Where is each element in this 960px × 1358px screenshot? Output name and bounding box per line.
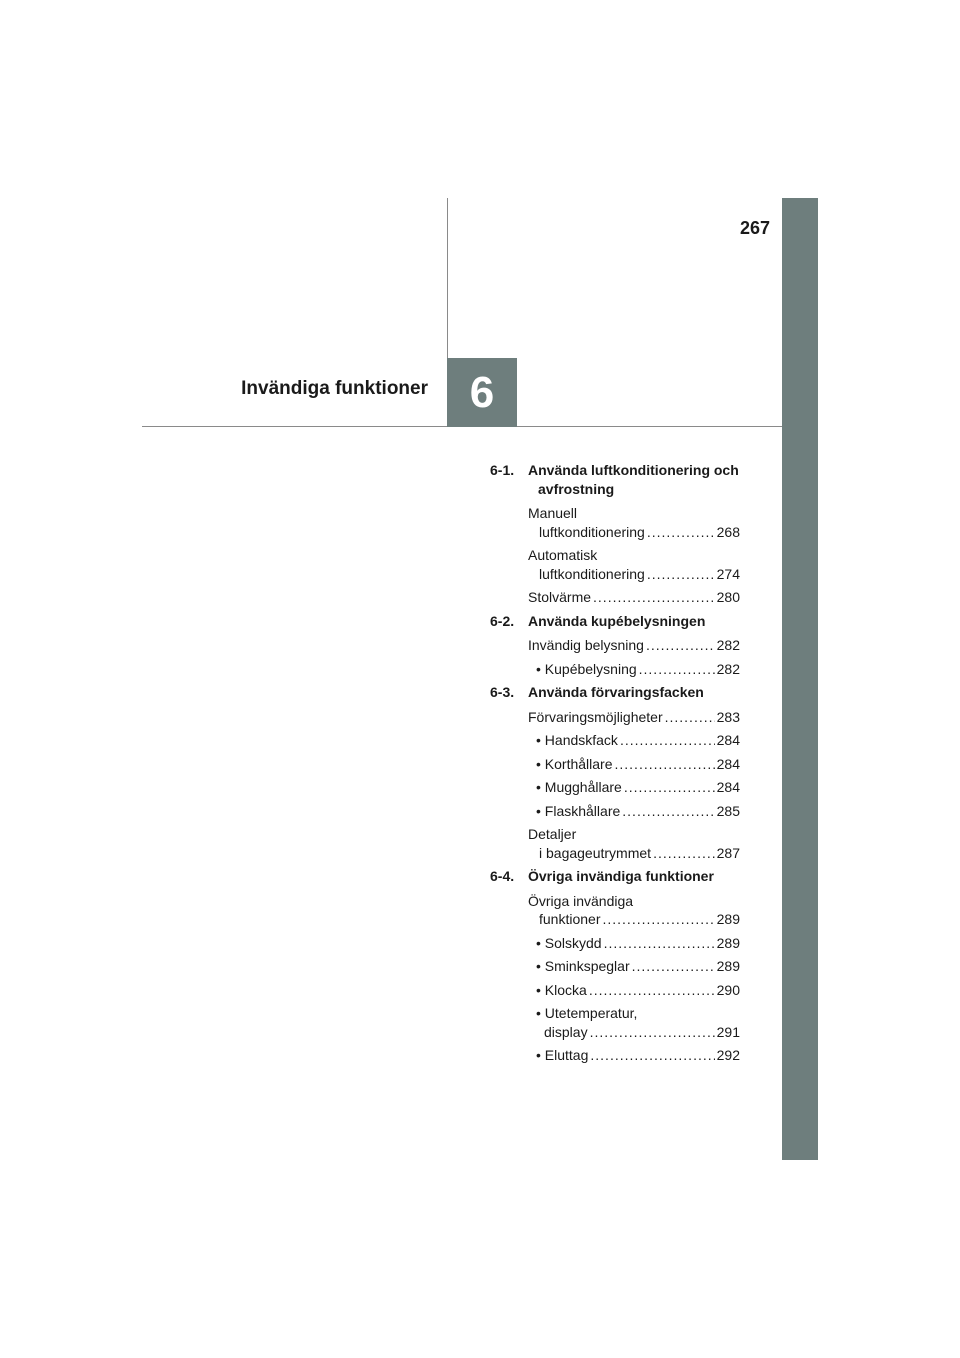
dot-leader — [647, 565, 715, 584]
entry-title: • Solskydd — [536, 934, 602, 951]
toc-entry[interactable] — [536, 1046, 740, 1065]
section-title: Övriga invändiga funktioner — [528, 868, 714, 884]
entry-title: • Klocka — [536, 981, 587, 998]
dot-leader — [620, 731, 715, 750]
dot-leader — [590, 1046, 714, 1065]
toc-section-heading[interactable] — [490, 683, 740, 702]
entry-page-number: 287 — [716, 844, 740, 861]
entry-title: display — [544, 1023, 588, 1040]
entry-page-number: 284 — [716, 779, 740, 795]
entry-title-line: Automatisk — [528, 547, 598, 563]
dot-leader — [665, 708, 715, 727]
entry-title: • Korthållare — [536, 755, 613, 772]
entry-title: i bagageutrymmet — [539, 844, 652, 861]
toc-entry[interactable] — [528, 588, 740, 607]
dot-leader — [653, 844, 715, 863]
entry-title: • Kupébelysning — [536, 660, 637, 677]
entry-page-number: 289 — [716, 958, 740, 974]
dot-leader — [590, 1023, 715, 1042]
entry-title: luftkonditionering — [539, 523, 645, 540]
entry-page-number: 292 — [716, 1047, 740, 1063]
dot-leader — [593, 588, 715, 607]
chapter-title: Invändiga funktioner — [241, 378, 428, 399]
toc-entry[interactable] — [536, 1004, 740, 1041]
vertical-rule — [447, 198, 448, 358]
chapter-side-tab — [782, 198, 818, 1160]
section-number: 6-2. — [490, 612, 515, 629]
toc-entry[interactable] — [528, 504, 740, 541]
entry-page-number: 274 — [716, 565, 740, 582]
entry-title: funktioner — [539, 911, 601, 927]
entry-title: Förvaringsmöjligheter — [528, 708, 663, 725]
entry-title-line: Manuell — [528, 505, 578, 521]
toc-entry[interactable] — [528, 636, 740, 655]
entry-title-line: • Utetemperatur, — [536, 1005, 638, 1021]
entry-page-number: 284 — [716, 755, 740, 772]
entry-page-number: 280 — [716, 589, 740, 605]
entry-page-number: 285 — [716, 802, 740, 819]
dot-leader — [602, 910, 714, 929]
entry-page-number: 289 — [716, 934, 740, 951]
toc-entry[interactable] — [536, 802, 740, 821]
entry-page-number: 290 — [716, 981, 740, 998]
toc-section-heading[interactable] — [490, 867, 740, 886]
toc-entry[interactable] — [536, 660, 740, 679]
entry-title: • Sminkspeglar — [536, 958, 630, 974]
toc-entry[interactable] — [528, 546, 740, 583]
entry-page-number: 284 — [716, 732, 740, 748]
entry-title: Stolvärme — [528, 589, 592, 605]
section-title: Använda förvaringsfacken — [528, 684, 704, 700]
toc-entry[interactable] — [536, 957, 740, 976]
entry-title-line: Övriga invändiga — [528, 892, 634, 909]
section-number: 6-1. — [490, 462, 515, 478]
entry-title: luftkonditionering — [539, 565, 645, 582]
section-title: Använda kupébelysningen — [528, 612, 706, 629]
toc-entry[interactable] — [536, 755, 740, 774]
entry-title-line: Detaljer — [528, 826, 577, 842]
page-number: 267 — [740, 218, 771, 238]
dot-leader — [604, 934, 715, 953]
entry-page-number: 268 — [716, 523, 740, 540]
toc-section-heading[interactable] — [490, 612, 740, 631]
toc-entry[interactable] — [528, 825, 740, 862]
entry-page-number: 282 — [716, 660, 740, 677]
chapter-number: 6 — [469, 367, 495, 417]
dot-leader — [624, 778, 715, 797]
dot-leader — [639, 660, 715, 679]
entry-page-number: 283 — [716, 708, 740, 725]
entry-title: • Handskfack — [536, 732, 618, 748]
toc-entry[interactable] — [536, 731, 740, 750]
dot-leader — [615, 755, 715, 774]
toc-entry[interactable] — [536, 981, 740, 1000]
entry-title: • Eluttag — [536, 1047, 589, 1063]
table-of-contents — [490, 461, 740, 1070]
dot-leader — [646, 636, 715, 655]
chapter-number-box — [447, 358, 517, 427]
dot-leader — [647, 523, 715, 542]
toc-entry[interactable] — [528, 892, 740, 929]
entry-title: Invändig belysning — [528, 637, 644, 653]
section-title: Använda luftkonditionering och avfrostning — [528, 462, 739, 497]
dot-leader — [622, 802, 714, 821]
entry-title: • Mugghållare — [536, 779, 622, 795]
toc-entry[interactable] — [536, 934, 740, 953]
entry-title: • Flaskhållare — [536, 802, 621, 819]
entry-page-number: 282 — [716, 637, 740, 653]
dot-leader — [632, 957, 715, 976]
entry-page-number: 291 — [716, 1023, 740, 1040]
toc-entry[interactable] — [536, 778, 740, 797]
dot-leader — [589, 981, 715, 1000]
toc-section-heading[interactable] — [490, 461, 740, 498]
section-number: 6-3. — [490, 684, 515, 700]
toc-entry[interactable] — [528, 708, 740, 727]
section-number: 6-4. — [490, 868, 515, 884]
entry-page-number: 289 — [716, 911, 740, 927]
